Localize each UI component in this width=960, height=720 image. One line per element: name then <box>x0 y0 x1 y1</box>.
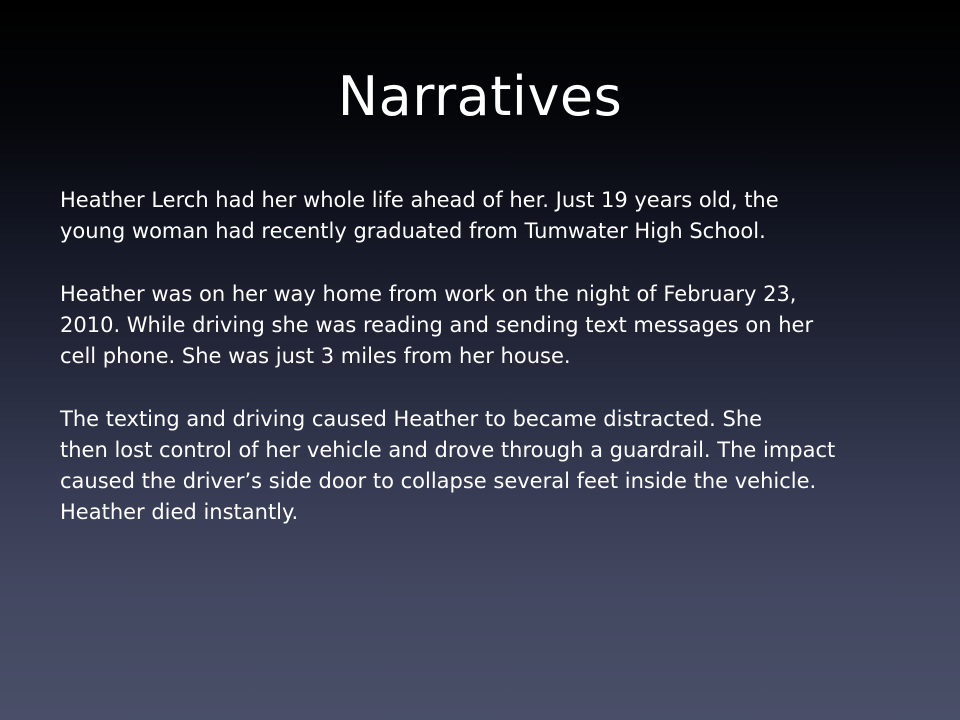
paragraph-line: caused the driver’s side door to collapse several feet inside the vehicle. <box>60 469 817 493</box>
paragraph-2 <box>60 279 940 372</box>
paragraph-line: young woman had recently graduated from Tumwater High School. <box>60 219 766 243</box>
slide-title: Narratives <box>337 65 623 128</box>
body-text <box>60 185 940 560</box>
paragraph-line: The texting and driving caused Heather to became distracted. She <box>60 407 763 431</box>
paragraph-line: Heather was on her way home from work on the night of February 23, <box>60 282 797 306</box>
paragraph-line: Heather Lerch had her whole life ahead of her. Just 19 years old, the <box>60 188 779 212</box>
paragraph-line: Heather died instantly. <box>60 500 299 524</box>
paragraph-line: 2010. While driving she was reading and sending text messages on her <box>60 313 814 337</box>
paragraph-line: cell phone. She was just 3 miles from her house. <box>60 344 571 368</box>
paragraph-1 <box>60 185 940 247</box>
paragraph-line: then lost control of her vehicle and drove through a guardrail. The impact <box>60 438 836 462</box>
paragraph-3 <box>60 404 940 528</box>
